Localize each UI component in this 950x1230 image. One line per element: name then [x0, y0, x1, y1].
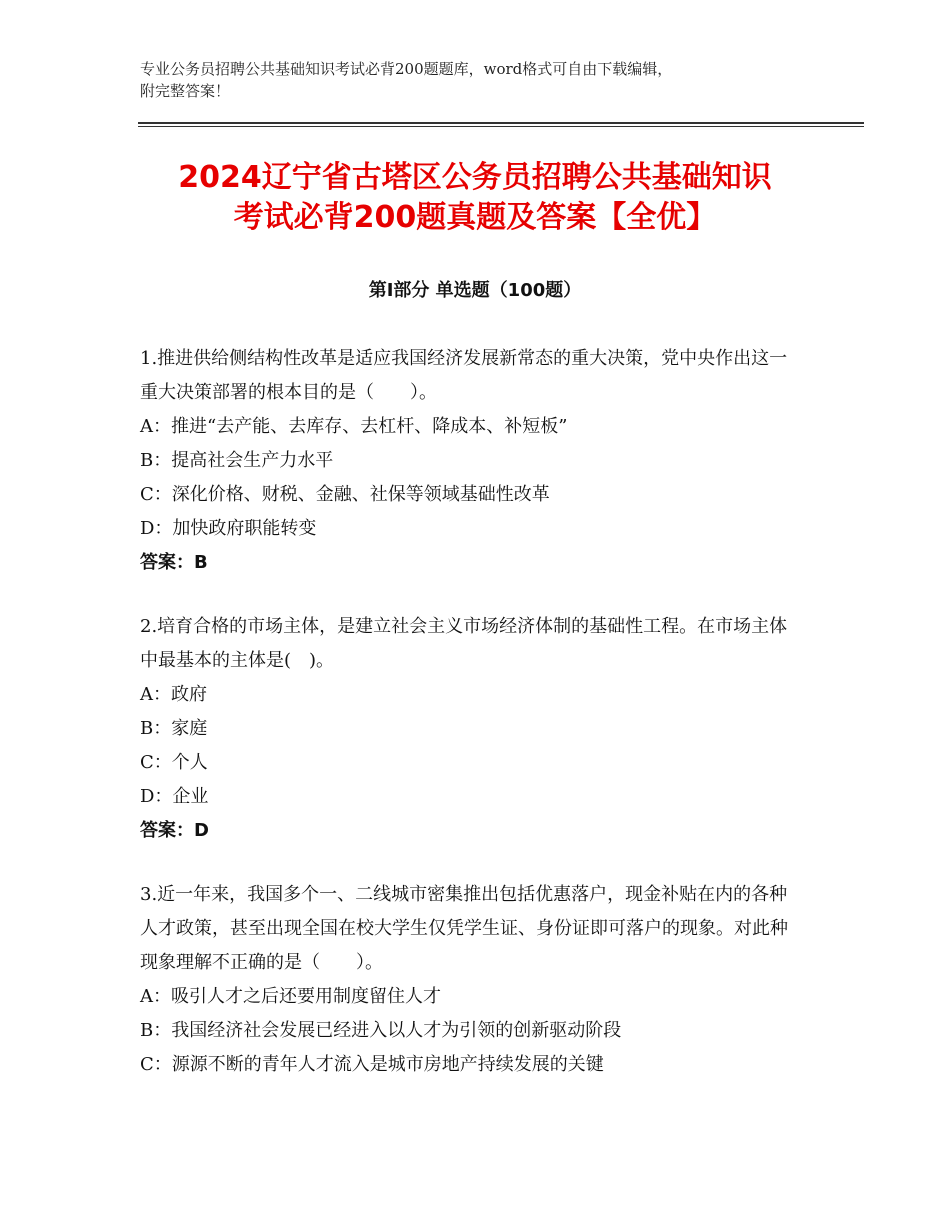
header-line-2: 附完整答案！	[140, 82, 231, 100]
question-stem: 1.推进供给侧结构性改革是适应我国经济发展新常态的重大决策，党中央作出这一重大决策部署的根本目的是（ ）。	[140, 348, 788, 403]
question-answer: 答案：D	[140, 820, 209, 841]
question-list	[140, 342, 800, 1112]
question-item	[140, 610, 800, 848]
question-option: D：企业	[140, 786, 209, 807]
section-heading: 第Ⅰ部分 单选题（100题）	[368, 280, 582, 301]
header-rule-thick	[138, 122, 864, 124]
title-line-1: 2024辽宁省古塔区公务员招聘公共基础知识	[178, 160, 772, 195]
header-line-1: 专业公务员招聘公共基础知识考试必背200题题库，word格式可自由下载编辑，	[140, 60, 673, 78]
question-option: B：提高社会生产力水平	[140, 450, 334, 471]
question-answer: 答案：B	[140, 552, 208, 573]
question-option: B：我国经济社会发展已经进入以人才为引领的创新驱动阶段	[140, 1020, 622, 1041]
header-rule-thin	[138, 126, 864, 127]
question-stem: 2.培育合格的市场主体，是建立社会主义市场经济体制的基础性工程。在市场主体中最基本的主体是( )。	[140, 616, 788, 671]
question-option: A：政府	[140, 684, 207, 705]
question-option: C：深化价格、财税、金融、社保等领域基础性改革	[140, 484, 550, 505]
question-option: C：个人	[140, 752, 208, 773]
page-header	[140, 58, 864, 102]
question-option: A：推进“去产能、去库存、去杠杆、降成本、补短板”	[140, 416, 568, 437]
question-item	[140, 342, 800, 580]
question-option: A：吸引人才之后还要用制度留住人才	[140, 986, 441, 1007]
document-title	[100, 158, 850, 238]
title-line-2: 考试必背200题真题及答案【全优】	[233, 200, 717, 235]
question-option: B：家庭	[140, 718, 208, 739]
question-option: D：加快政府职能转变	[140, 518, 317, 539]
question-item	[140, 878, 800, 1082]
question-stem: 3.近一年来，我国多个一、二线城市密集推出包括优惠落户，现金补贴在内的各种人才政策，甚至出现全国在校大学生仅凭学生证、身份证即可落户的现象。对此种现象理解不正确的是（ ）。	[140, 884, 788, 973]
question-option: C：源源不断的青年人才流入是城市房地产持续发展的关键	[140, 1054, 604, 1075]
